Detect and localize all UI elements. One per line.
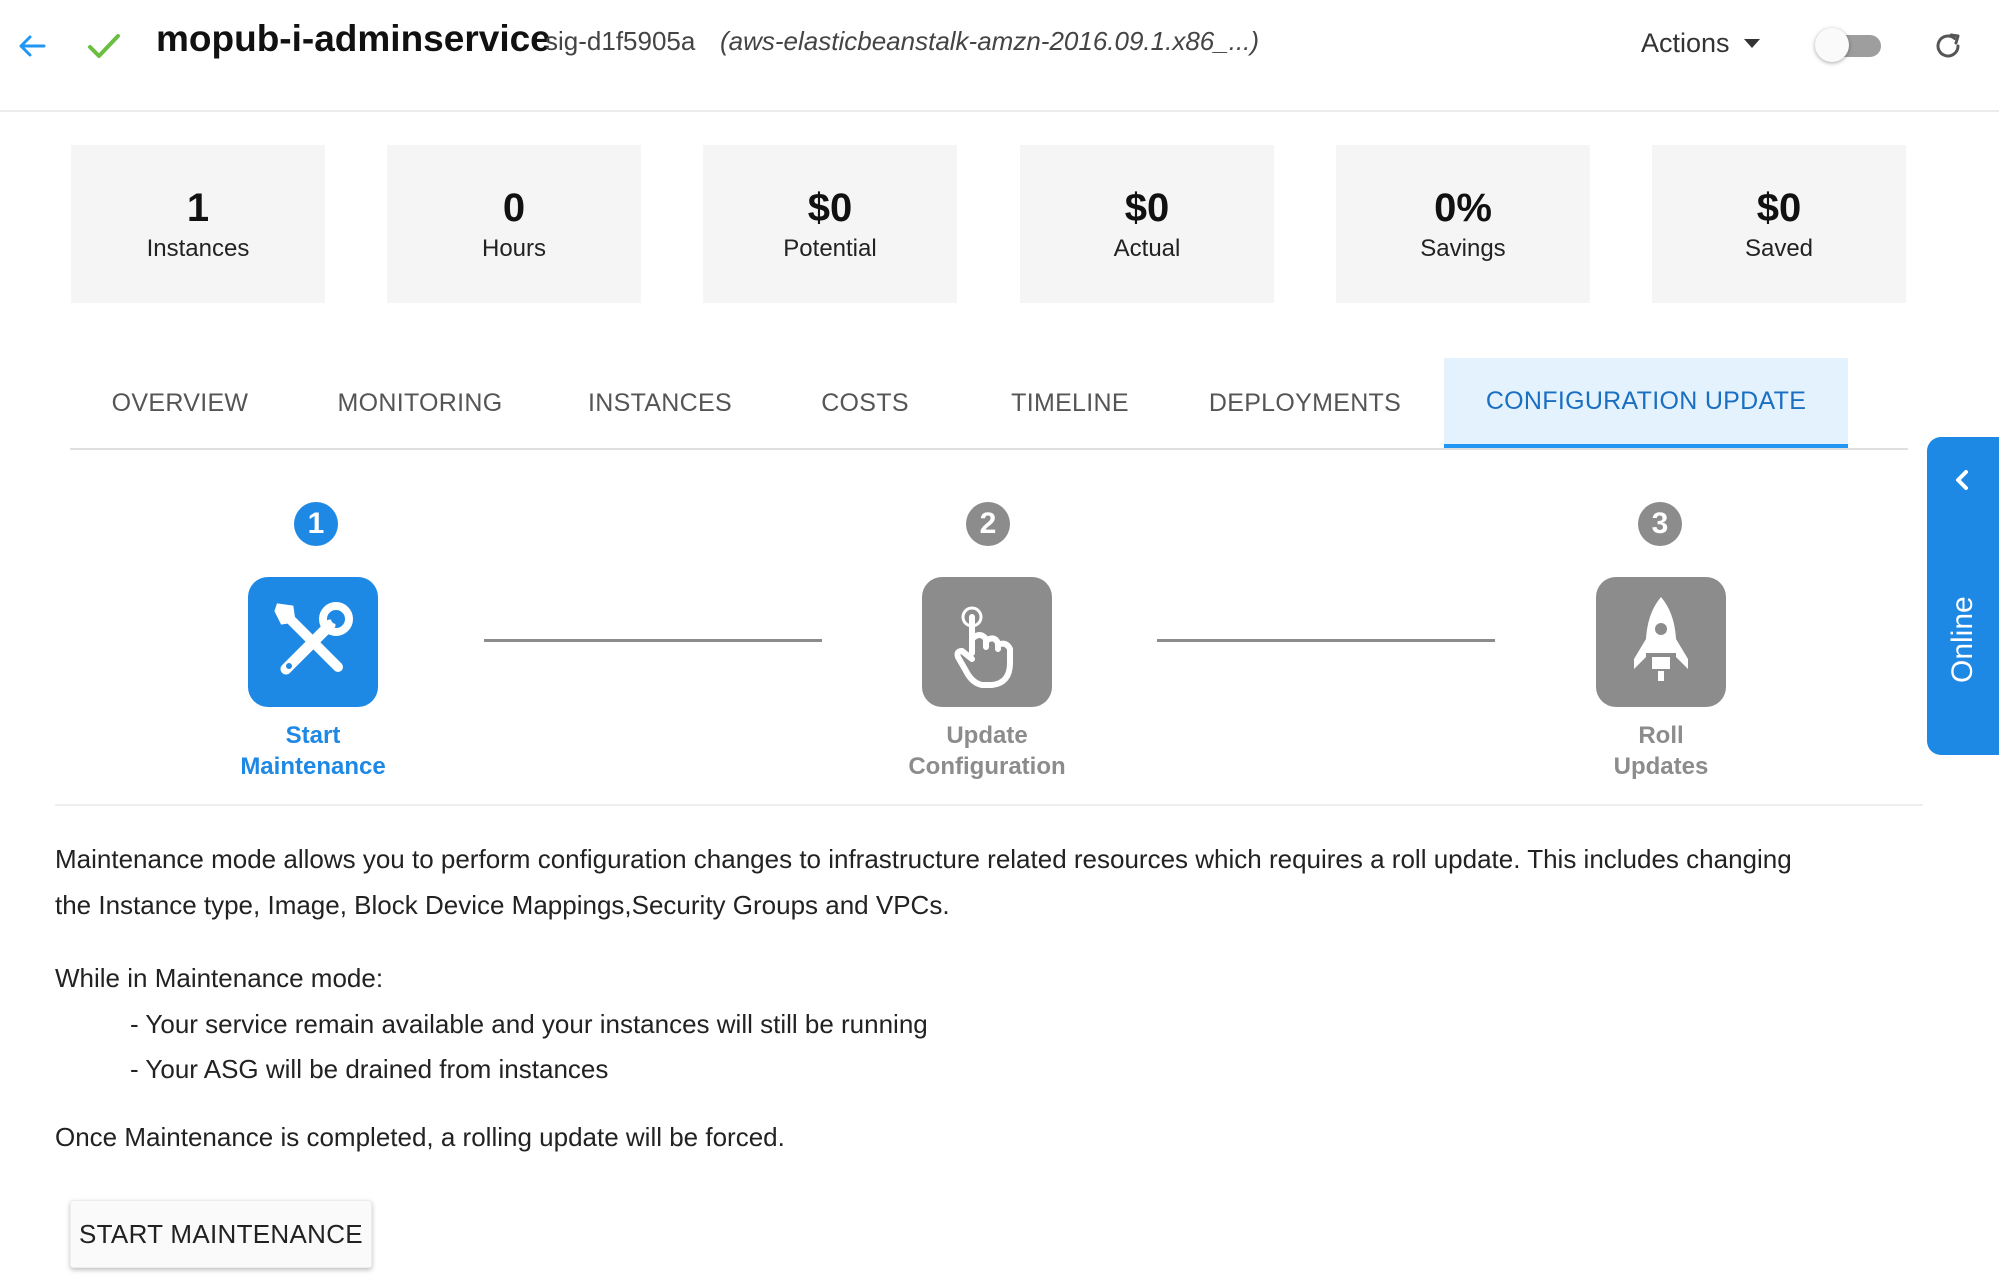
step-connector [1157,639,1495,642]
step-label-line: Start [285,722,341,749]
stat-label: Actual [1113,235,1181,262]
tab-costs[interactable]: COSTS [821,388,909,417]
page-header [0,0,1999,112]
step-connector [484,639,822,642]
step-label-2 [857,720,1117,782]
stat-card-savings [1336,145,1590,303]
platform-label: (aws-elasticbeanstalk-amzn-2016.09.1.x86_...) [720,26,1260,56]
step-roll-updates[interactable] [1596,577,1726,707]
step-label-line: Configuration [908,753,1066,780]
sig-id: sig-d1f5905a [545,26,696,56]
stat-value: $0 [1756,186,1802,230]
refresh-icon[interactable] [1932,30,1964,62]
step-label-3 [1531,720,1791,782]
chevron-left-icon [1951,467,1973,493]
online-label: Online [1946,596,1979,683]
caret-down-icon [1744,39,1760,48]
stat-value: $0 [807,186,853,230]
stat-label: Potential [783,235,877,262]
stat-label: Hours [481,235,547,262]
rocket-icon [1606,587,1716,697]
toggle-knob [1815,28,1849,62]
service-toggle[interactable] [1815,28,1885,62]
tab-deployments[interactable]: DEPLOYMENTS [1208,388,1402,417]
stat-card-hours [387,145,641,303]
tab-instances[interactable]: INSTANCES [588,388,732,417]
stat-value: 0 [502,186,526,230]
stat-label: Savings [1420,235,1506,262]
tab-bar [70,358,1908,450]
step-label-line: Maintenance [240,753,386,780]
tab-timeline[interactable]: TIMELINE [1011,388,1129,417]
divider [55,804,1923,806]
description-intro-line1: Maintenance mode allows you to perform configuration changes to infrastructure related resources which requires a roll update. This includes changing [55,844,1792,874]
tools-icon [258,587,368,697]
stat-value: $0 [1124,186,1170,230]
check-icon [84,26,124,66]
tab-configuration-update[interactable]: CONFIGURATION UPDATE [1444,358,1848,448]
step-label-line: Update [946,722,1028,749]
stat-label: Saved [1744,235,1814,262]
stat-card-potential [703,145,957,303]
description-outro: Once Maintenance is completed, a rolling update will be forced. [55,1122,785,1152]
description-intro-line2: the Instance type, Image, Block Device Mappings,Security Groups and VPCs. [55,890,950,920]
stat-value: 1 [186,186,210,230]
step-number-1: 1 [294,502,338,546]
tab-overview[interactable]: OVERVIEW [111,388,249,417]
hand-pointer-icon [932,587,1042,697]
stat-card-saved [1652,145,1906,303]
stat-value: 0% [1434,186,1492,230]
service-name: mopub-i-adminservice [156,18,551,59]
stat-card-instances [71,145,325,303]
step-start-maintenance[interactable] [248,577,378,707]
actions-dropdown[interactable] [1641,28,1760,59]
description-bullet: - Your ASG will be drained from instances [130,1054,609,1084]
step-number-2: 2 [966,502,1010,546]
actions-label: Actions [1641,28,1730,58]
step-label-line: Updates [1613,753,1709,780]
start-maintenance-button[interactable]: START MAINTENANCE [70,1200,372,1268]
step-number-3: 3 [1638,502,1682,546]
online-side-tab[interactable] [1927,437,1999,755]
description-bullet: - Your service remain available and your instances will still be running [130,1009,928,1039]
description-while-heading: While in Maintenance mode: [55,963,384,993]
step-label-1 [183,720,443,782]
tab-monitoring[interactable]: MONITORING [337,388,503,417]
step-label-line: Roll [1638,722,1684,749]
stat-label: Instances [146,235,250,262]
stat-card-actual [1020,145,1274,303]
back-arrow-icon[interactable] [14,28,50,64]
step-update-configuration[interactable] [922,577,1052,707]
